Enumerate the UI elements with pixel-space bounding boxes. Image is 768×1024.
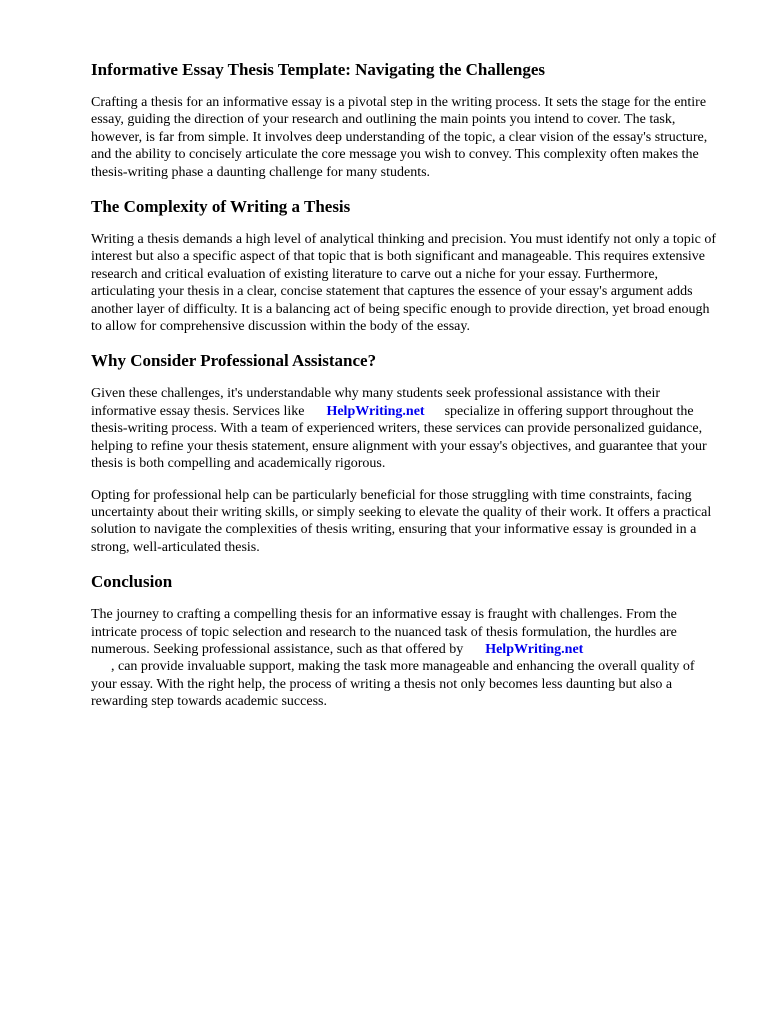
document-page xyxy=(91,58,723,725)
helpwriting-link[interactable]: HelpWriting.net xyxy=(326,403,425,419)
document-title: Informative Essay Thesis Template: Navigating the Challenges xyxy=(91,60,545,79)
conclusion-text-before: The journey to crafting a compelling thesis for an informative essay is fraught with challenges. From the intricate process of topic selection and research to the nuanced task of thesis formulation, the hurdles are numerous. Seeking professional assistance, such as that offered by xyxy=(91,607,677,657)
assistance-text-after: specialize in offering support throughout the thesis-writing process. With a team of experienced writers, these services can provide personalized guidance, helping to refine your thesis statement, ensure alignment with your essay's objectives, and guarantee that your thesis is both compelling and academically rigorous. xyxy=(91,403,707,472)
assistance-paragraph xyxy=(91,385,723,472)
section-heading-professional-assistance: Why Consider Professional Assistance? xyxy=(91,351,377,371)
conclusion-text-after: , can provide invaluable support, making the task more manageable and enhancing the overall quality of your essay. With the right help, the process of writing a thesis not only becomes less daunting but also a rewarding step towards academic success. xyxy=(91,659,695,710)
intro-paragraph: Crafting a thesis for an informative essay is a pivotal step in the writing process. It sets the stage for the entire essay, guiding the direction of your research and outlining the main points you intend to cover. The task, however, is far from simple. It involves deep understanding of the topic, a clear vision of the essay's structure, and the ability to concisely articulate the core message you wish to convey. This complexity often makes the thesis-writing phase a daunting challenge for many students. xyxy=(91,95,708,180)
opting-paragraph: Opting for professional help can be particularly beneficial for those struggling with time constraints, facing uncertainty about their writing skills, or simply seeking to elevate the quality of their work. It offers a practical solution to navigate the complexities of thesis writing, ensuring that your informative essay is grounded in a strong, well-articulated thesis. xyxy=(91,487,712,555)
section-heading-conclusion: Conclusion xyxy=(91,572,173,592)
assistance-text-before: Given these challenges, it's understandable why many students seek professional assistance with their informative essay thesis. Services like xyxy=(91,386,660,419)
section-heading-complexity: The Complexity of Writing a Thesis xyxy=(91,197,351,217)
conclusion-paragraph xyxy=(91,606,723,710)
complexity-paragraph: Writing a thesis demands a high level of analytical thinking and precision. You must identify not only a topic of interest but also a specific aspect of that topic that is both significant and manageable. This requires extensive research and critical evaluation of existing literature to carve out a niche for your essay. Furthermore, articulating your thesis in a clear, concise statement that captures the essence of your essay's argument adds another layer of difficulty. It is a balancing act of being specific enough to provide direction, yet broad enough to allow for comprehensive discussion within the body of the essay. xyxy=(91,232,717,335)
helpwriting-link-conclusion[interactable]: HelpWriting.net xyxy=(485,641,584,657)
